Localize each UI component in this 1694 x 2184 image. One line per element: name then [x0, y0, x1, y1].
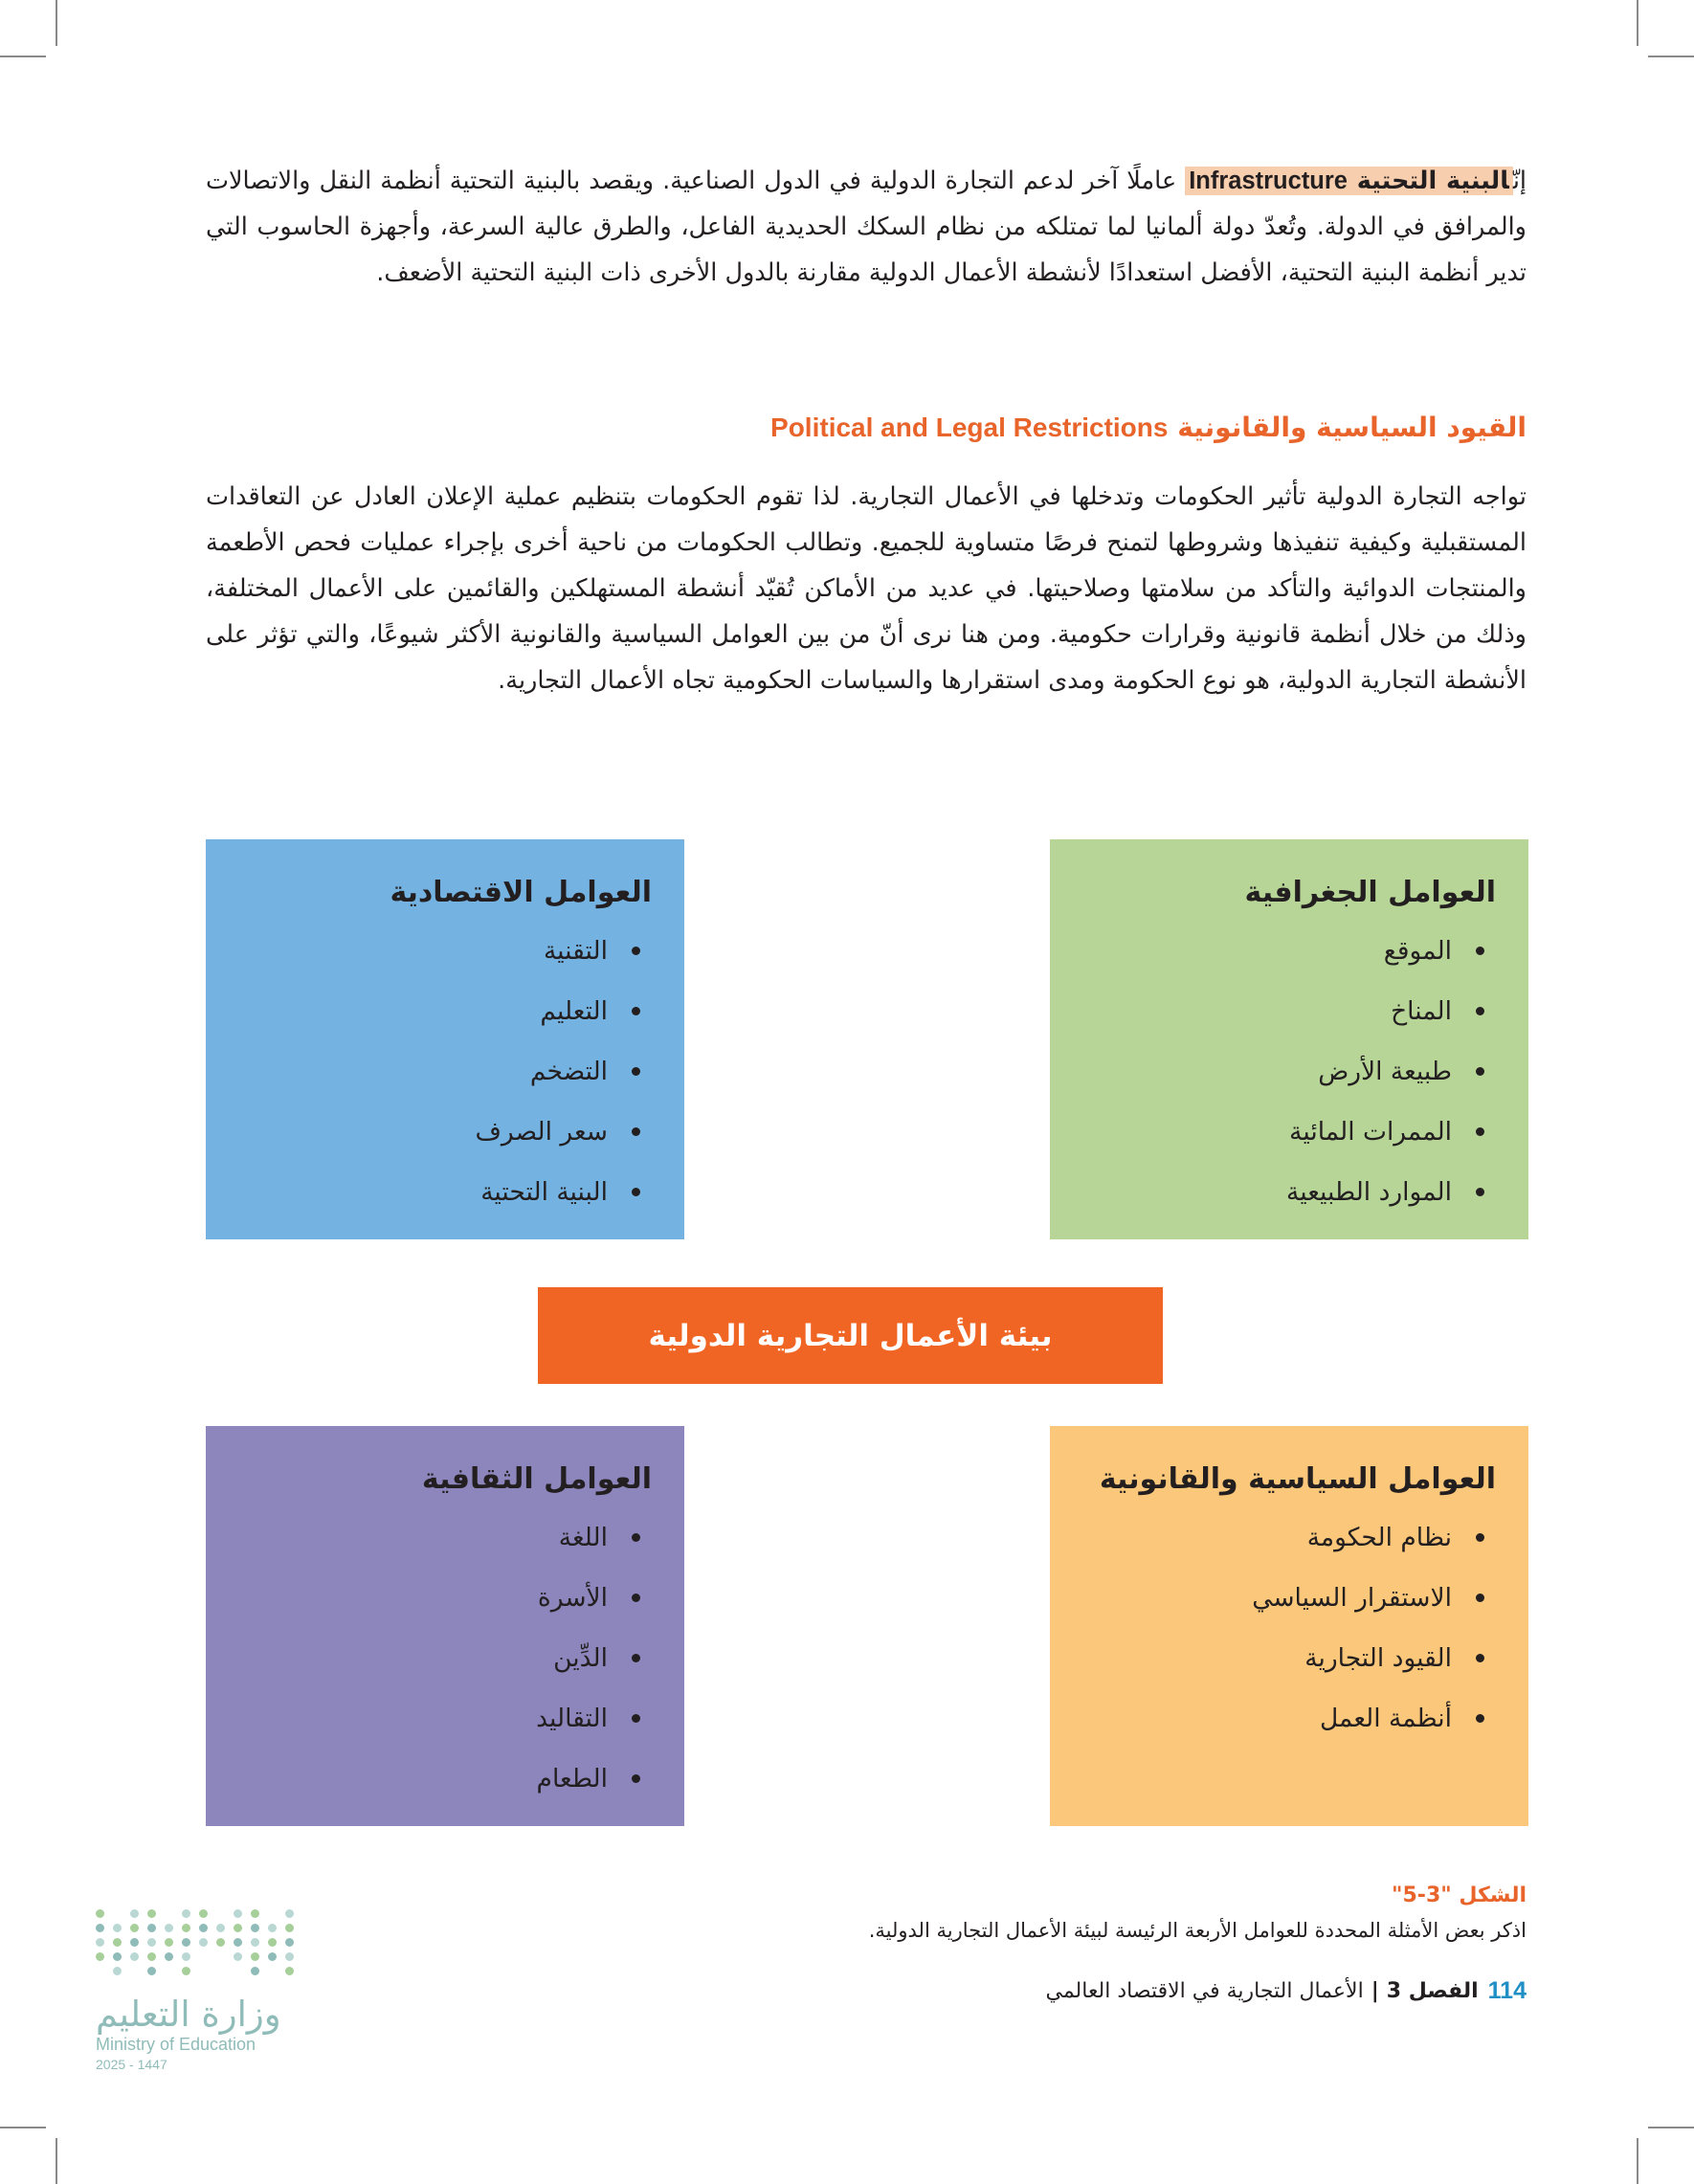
box-title: العوامل الجغرافية: [1244, 876, 1496, 909]
logo-dot: [251, 1952, 259, 1961]
list-item: التقاليد: [238, 1688, 652, 1749]
crop-mark: [1648, 2127, 1694, 2128]
crop-mark: [56, 2138, 57, 2184]
list-item: أنظمة العمل: [1082, 1688, 1496, 1749]
logo-dot: [182, 1938, 190, 1947]
logo-dot: [285, 1952, 294, 1961]
logo-dot: [130, 1952, 139, 1961]
logo-dot: [199, 1924, 208, 1932]
economic-factors-box: [206, 839, 684, 1239]
infrastructure-paragraph: [206, 158, 1527, 296]
logo-dot: [234, 1924, 242, 1932]
section-heading: [206, 412, 1527, 443]
logo-dot: [251, 1938, 259, 1947]
list-item: نظام الحكومة: [1082, 1507, 1496, 1568]
section-heading-english: Political and Legal Restrictions: [770, 412, 1169, 442]
logo-dot: [199, 1938, 208, 1947]
figure-label: الشكل "3-5": [1392, 1883, 1527, 1907]
list-item: المناخ: [1082, 981, 1496, 1041]
footer-separator: |: [1371, 1979, 1379, 2003]
list-item: الموارد الطبيعية: [1082, 1162, 1496, 1222]
logo-dot: [268, 1938, 277, 1947]
factor-list: [238, 1507, 652, 1809]
logo-english-text: Ministry of Education: [96, 2035, 256, 2054]
political-paragraph: تواجه التجارة الدولية تأثير الحكومات وتدخلها في الأعمال التجارية. لذا تقوم الحكومات بتنظيم عملية الإعلان العادل عن التعاقدات المستقبلية وكيفية تنفيذها وشروطها لتمنح فرصًا متساوية للجميع. وتطالب الحكومات من ناحية أخرى بإجراء عمليات فحص الأطعمة والمنتجات الدوائية والتأكد من سلامتها وصلاحيتها. في عديد من الأماكن تُقيّد أنشطة المستهلكين والقائمين على الأعمال المختلفة، وذلك من خلال أنظمة قانونية وقرارات حكومية. ومن هنا نرى أنّ من بين العوامل السياسية والقانونية الأكثر شيوعًا، والتي تؤثر على الأنشطة التجارية الدولية، هو نوع الحكومة ومدى استقرارها والسياسات الحكومية تجاه الأعمال التجارية.: [206, 482, 1527, 695]
ministry-logo: [96, 1909, 325, 2072]
paragraph-body: عاملًا آخر لدعم التجارة الدولية في الدول الصناعية. ويقصد بالبنية التحتية أنظمة النقل والاتصالات والمرافق في الدولة. وتُعدّ دولة ألمانيا لما تمتلكه من نظام السكك الحديدية الفاعل، والطرق عالية السرعة، وأجهزة الحاسوب التي تدير أنظمة البنية التحتية، الأفضل استعدادًا لأنشطة الأعمال الدولية مقارنة بالدول الأخرى ذات البنية التحتية الأضعف.: [206, 167, 1527, 287]
logo-arabic-text: وزارة التعليم: [96, 1994, 281, 2035]
logo-dot: [216, 1938, 225, 1947]
logo-dot: [251, 1909, 259, 1918]
list-item: اللغة: [238, 1507, 652, 1568]
logo-dot: [251, 1924, 259, 1932]
logo-dot: [96, 1909, 104, 1918]
logo-dot: [182, 1909, 190, 1918]
list-item: التقنية: [238, 921, 652, 981]
list-item: البنية التحتية: [238, 1162, 652, 1222]
logo-dot: [268, 1952, 277, 1961]
chapter-label: الفصل 3: [1386, 1979, 1479, 2003]
list-item: الأسرة: [238, 1568, 652, 1628]
logo-dot: [234, 1938, 242, 1947]
logo-dot: [147, 1967, 156, 1975]
logo-dot: [113, 1938, 122, 1947]
highlight-english: Infrastructure: [1189, 167, 1348, 194]
logo-dot: [130, 1938, 139, 1947]
crop-mark: [1648, 56, 1694, 57]
logo-dot: [147, 1924, 156, 1932]
logo-dot: [182, 1967, 190, 1975]
logo-dot: [165, 1924, 173, 1932]
logo-dot: [113, 1952, 122, 1961]
logo-dots-icon: [96, 1909, 306, 1986]
logo-dot: [234, 1952, 242, 1961]
logo-dot: [285, 1938, 294, 1947]
logo-dot: [96, 1924, 104, 1932]
political-legal-factors-box: [1050, 1426, 1528, 1826]
infrastructure-highlight: [1185, 167, 1513, 195]
factor-list: [1082, 1507, 1496, 1749]
logo-dot: [268, 1924, 277, 1932]
list-item: طبيعة الأرض: [1082, 1041, 1496, 1102]
geographic-factors-box: [1050, 839, 1528, 1239]
logo-dot: [165, 1952, 173, 1961]
logo-dot: [285, 1924, 294, 1932]
page-footer: [1045, 1977, 1527, 2005]
crop-mark: [1637, 0, 1638, 46]
logo-dot: [113, 1924, 122, 1932]
logo-dot: [147, 1952, 156, 1961]
figure-caption: اذكر بعض الأمثلة المحددة للعوامل الأربعة الرئيسة لبيئة الأعمال التجارية الدولية.: [868, 1919, 1527, 1942]
list-item: التعليم: [238, 981, 652, 1041]
crop-mark: [56, 0, 57, 46]
paragraph-prefix: إنّ: [1512, 167, 1527, 195]
logo-dot: [251, 1967, 259, 1975]
logo-dot: [182, 1952, 190, 1961]
logo-dot: [234, 1909, 242, 1918]
list-item: الطعام: [238, 1749, 652, 1809]
section-heading-arabic: القيود السياسية والقانونية: [1177, 412, 1527, 443]
factor-list: [238, 921, 652, 1222]
crop-mark: [0, 2127, 46, 2128]
logo-dot: [130, 1924, 139, 1932]
chapter-title: الأعمال التجارية في الاقتصاد العالمي: [1045, 1979, 1364, 2003]
logo-dot: [130, 1909, 139, 1918]
logo-dot: [285, 1967, 294, 1975]
list-item: القيود التجارية: [1082, 1628, 1496, 1688]
logo-dot: [216, 1924, 225, 1932]
cultural-factors-box: [206, 1426, 684, 1826]
highlight-arabic: البنية التحتية: [1356, 167, 1509, 195]
list-item: الممرات المائية: [1082, 1102, 1496, 1162]
logo-dot: [165, 1938, 173, 1947]
logo-dot: [96, 1938, 104, 1947]
box-title: العوامل الثقافية: [421, 1462, 652, 1496]
box-title: العوامل السياسية والقانونية: [1099, 1462, 1496, 1496]
list-item: التضخم: [238, 1041, 652, 1102]
logo-dot: [182, 1924, 190, 1932]
crop-mark: [1637, 2138, 1638, 2184]
box-title: العوامل الاقتصادية: [390, 876, 652, 909]
list-item: الموقع: [1082, 921, 1496, 981]
logo-dot: [285, 1909, 294, 1918]
page-number: 114: [1487, 1977, 1527, 2004]
list-item: الدِّين: [238, 1628, 652, 1688]
factor-list: [1082, 921, 1496, 1222]
list-item: الاستقرار السياسي: [1082, 1568, 1496, 1628]
center-title-banner: بيئة الأعمال التجارية الدولية: [538, 1287, 1163, 1384]
list-item: سعر الصرف: [238, 1102, 652, 1162]
logo-dot: [96, 1952, 104, 1961]
logo-dot: [147, 1938, 156, 1947]
logo-dot: [113, 1967, 122, 1975]
logo-year: 2025 - 1447: [96, 2057, 167, 2072]
logo-dot: [199, 1909, 208, 1918]
crop-mark: [0, 56, 46, 57]
logo-dot: [147, 1909, 156, 1918]
